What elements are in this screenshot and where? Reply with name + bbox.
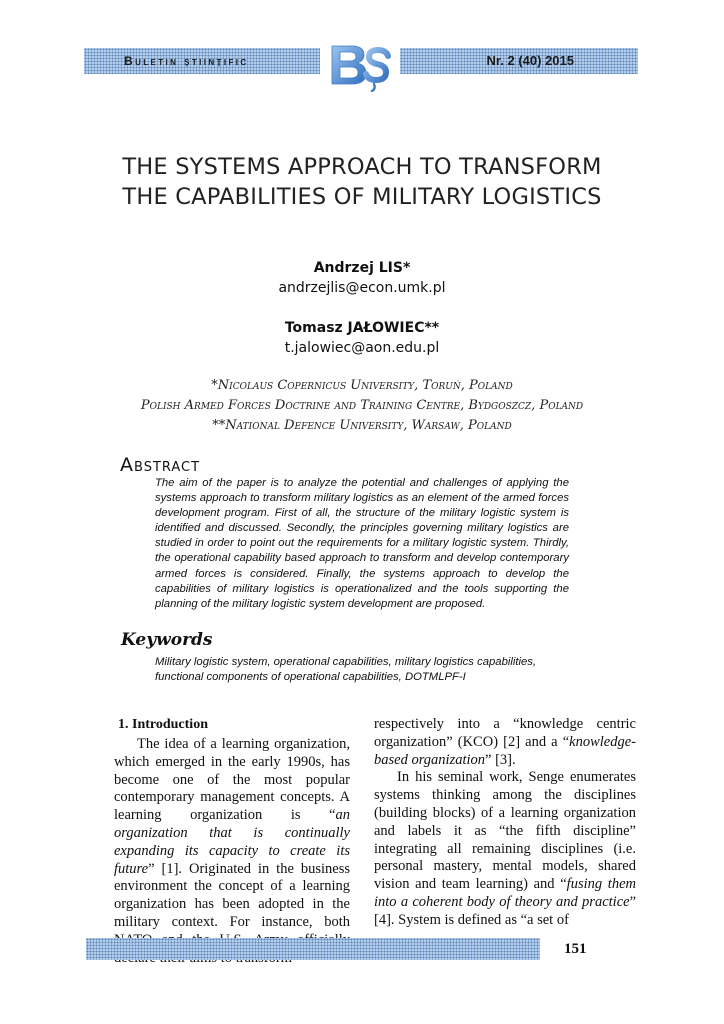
body-paragraph (374, 716, 636, 769)
bs-journal-logo-icon (326, 40, 396, 92)
abstract-heading: Abstract (120, 454, 201, 476)
text-span: respectively into a “knowledge centric organization” (KCO) [2] and a “ (374, 716, 636, 750)
keywords-text: Military logistic system, operational capabilities, military logistics capabilities, functional components of operational capabilities, DOTMLPF-I (155, 656, 537, 684)
footer-band (86, 938, 540, 960)
text-span: In his seminal work, Senge enumerates systems thinking among the disciplines (building blocks) of a learning organization and labels it as “the fifth discipline” integrating all remaining disciplines (i.e. personal mastery, mental models, shared vision and team learning) and “ (374, 769, 636, 893)
journal-name: Buletin științific (124, 54, 249, 68)
text-span: ” [1]. Originated in the business environment the concept of a learning organization has been adopted in the military context. For instance, both (114, 860, 350, 930)
author-email: t.jalowiec@aon.edu.pl (284, 340, 440, 356)
section-heading: 1. Introduction (118, 717, 208, 732)
text-span: ” [3]. (485, 751, 516, 768)
affiliations (0, 376, 724, 436)
abstract-text: The aim of the paper is to analyze the potential and challenges of applying the systems approach to transform military logistics as an element of the armed forces development program. First of all, the structure of the military logistic system is identified and discussed. Secondly, the principles governing military logistics are studied in order to point out the requirements for a military logistic system. Thirdly, the operational capability based approach to transform and develop contemporary armed forces is considered. Finally, the systems approach to develop the capabilities of military logistics is operationalized and the tools supporting the planning of the military logistic system development are proposed. (155, 477, 569, 610)
affiliation-line: *Nicolaus Copernicus University, Toruń, Poland (211, 378, 513, 393)
affiliation-line: Polish Armed Forces Doctrine and Training Centre, Bydgoszcz, Poland (140, 398, 584, 413)
page-number: 151 (564, 941, 587, 957)
quote-span: an organization that is continually expanding its capacity to create its future (114, 807, 350, 877)
author-block (0, 258, 724, 298)
keywords-heading: Keywords (121, 630, 213, 650)
quote-span: fusing them into a coherent body of theory and practice (374, 876, 636, 910)
paper-title: THE SYSTEMS APPROACH TO TRANSFORM THE CAPABILITIES OF MILITARY LOGISTICS (122, 154, 602, 210)
quote-span: knowledge-based organization (374, 733, 636, 768)
author-name: Tomasz JAŁOWIEC** (284, 320, 440, 336)
text-span: ” [4]. System is defined as “a set of (374, 893, 636, 928)
text-span: The idea of a learning organization, which emerged in the early 1990s, has become one of the most popular contemporary management concepts. A learning organization is “ (114, 736, 350, 824)
body-paragraph (374, 769, 636, 929)
author-email: andrzejlis@econ.umk.pl (278, 280, 446, 296)
author-name: Andrzej LIS* (313, 260, 411, 276)
affiliation-line: **National Defence University, Warsaw, Poland (212, 418, 512, 433)
issue-label: Nr. 2 (40) 2015 (486, 53, 574, 68)
body-column-left (114, 716, 350, 967)
body-paragraph (114, 736, 350, 967)
author-block (0, 318, 724, 358)
body-column-right (374, 716, 636, 930)
